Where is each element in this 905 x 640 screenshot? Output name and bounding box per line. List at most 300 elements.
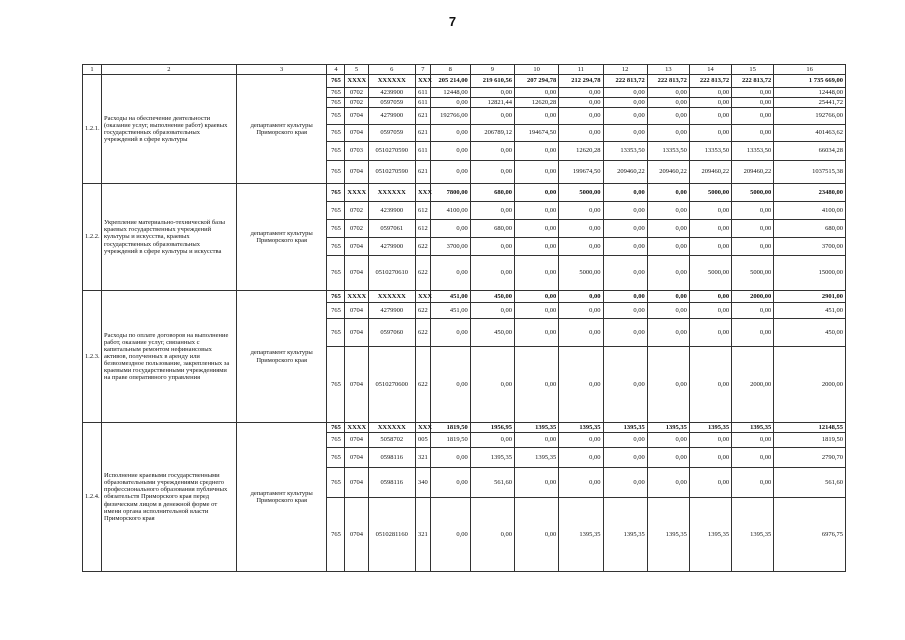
amount-cell: 0,00 <box>559 303 603 319</box>
section-executor: департамент культуры Приморского края <box>236 75 327 184</box>
code-cell: 0702 <box>345 220 368 238</box>
amount-cell: 0,00 <box>689 303 731 319</box>
code-cell: 0510281160 <box>368 498 415 572</box>
amount-cell: 450,00 <box>470 291 514 303</box>
amount-cell: 0,00 <box>470 347 514 423</box>
amount-cell: 3700,00 <box>430 238 470 256</box>
column-number: 13 <box>647 65 689 75</box>
amount-cell: 0,00 <box>603 347 647 423</box>
code-cell: 765 <box>327 433 345 448</box>
code-cell: 765 <box>327 142 345 161</box>
amount-cell: 0,00 <box>732 468 774 498</box>
amount-cell: 3700,00 <box>774 238 846 256</box>
code-cell: 321 <box>415 448 430 468</box>
amount-cell: 0,00 <box>559 238 603 256</box>
amount-cell: 0,00 <box>647 88 689 98</box>
code-cell: 765 <box>327 98 345 108</box>
amount-cell: 222 813,72 <box>732 75 774 88</box>
code-cell: 0702 <box>345 202 368 220</box>
amount-cell: 0,00 <box>603 220 647 238</box>
amount-cell: 0,00 <box>470 161 514 184</box>
amount-cell: 219 610,56 <box>470 75 514 88</box>
amount-cell: 1395,35 <box>603 498 647 572</box>
amount-cell: 0,00 <box>732 88 774 98</box>
table-body <box>83 65 846 572</box>
amount-cell: 401463,62 <box>774 125 846 142</box>
amount-cell: 15000,00 <box>774 256 846 291</box>
amount-cell: 0,00 <box>515 498 559 572</box>
section-index: 1.2.3. <box>83 291 102 423</box>
column-number: 1 <box>83 65 102 75</box>
amount-cell: 0,00 <box>470 108 514 125</box>
amount-cell: 12148,55 <box>774 423 846 433</box>
amount-cell: 561,60 <box>470 468 514 498</box>
amount-cell: 0,00 <box>430 347 470 423</box>
amount-cell: 0,00 <box>559 319 603 347</box>
amount-cell: 0,00 <box>559 88 603 98</box>
amount-cell: 0,00 <box>559 220 603 238</box>
amount-cell: 0,00 <box>515 108 559 125</box>
section-total-row <box>83 291 846 303</box>
code-cell: 765 <box>327 75 345 88</box>
amount-cell: 0,00 <box>647 347 689 423</box>
amount-cell: 0,00 <box>515 202 559 220</box>
code-cell: 765 <box>327 303 345 319</box>
amount-cell: 192766,00 <box>774 108 846 125</box>
amount-cell: 0,00 <box>430 448 470 468</box>
amount-cell: 1819,50 <box>430 433 470 448</box>
amount-cell: 1395,35 <box>559 423 603 433</box>
section-total-row <box>83 423 846 433</box>
code-cell: 621 <box>415 125 430 142</box>
amount-cell: 0,00 <box>515 303 559 319</box>
amount-cell: 451,00 <box>774 303 846 319</box>
code-cell: 612 <box>415 202 430 220</box>
code-cell: XXX <box>415 75 430 88</box>
amount-cell: 0,00 <box>689 319 731 347</box>
amount-cell: 212 294,78 <box>559 75 603 88</box>
code-cell: 622 <box>415 238 430 256</box>
amount-cell: 0,00 <box>430 256 470 291</box>
code-cell: 0704 <box>345 256 368 291</box>
amount-cell: 0,00 <box>732 98 774 108</box>
column-number: 15 <box>732 65 774 75</box>
amount-cell: 0,00 <box>647 202 689 220</box>
column-number: 11 <box>559 65 603 75</box>
code-cell: 005 <box>415 433 430 448</box>
amount-cell: 0,00 <box>732 319 774 347</box>
code-cell: 765 <box>327 423 345 433</box>
code-cell: 622 <box>415 347 430 423</box>
amount-cell: 0,00 <box>515 238 559 256</box>
code-cell: XXX <box>415 423 430 433</box>
amount-cell: 0,00 <box>647 184 689 202</box>
column-number: 3 <box>236 65 327 75</box>
section-index: 1.2.4. <box>83 423 102 572</box>
amount-cell: 12620,28 <box>515 98 559 108</box>
amount-cell: 0,00 <box>647 448 689 468</box>
amount-cell: 209460,22 <box>603 161 647 184</box>
amount-cell: 0,00 <box>647 468 689 498</box>
code-cell: 0597060 <box>368 319 415 347</box>
amount-cell: 0,00 <box>689 448 731 468</box>
code-cell: 765 <box>327 498 345 572</box>
amount-cell: 0,00 <box>647 125 689 142</box>
amount-cell: 0,00 <box>515 347 559 423</box>
code-cell: XXX <box>415 184 430 202</box>
amount-cell: 1395,35 <box>515 423 559 433</box>
amount-cell: 0,00 <box>430 161 470 184</box>
amount-cell: 2901,00 <box>774 291 846 303</box>
amount-cell: 0,00 <box>559 108 603 125</box>
code-cell: 0704 <box>345 498 368 572</box>
code-cell: XXXXXX <box>368 75 415 88</box>
amount-cell: 12448,00 <box>774 88 846 98</box>
amount-cell: 5000,00 <box>732 184 774 202</box>
amount-cell: 0,00 <box>430 319 470 347</box>
column-number: 10 <box>515 65 559 75</box>
code-cell: 0704 <box>345 319 368 347</box>
amount-cell: 0,00 <box>515 468 559 498</box>
code-cell: 340 <box>415 468 430 498</box>
amount-cell: 7800,00 <box>430 184 470 202</box>
amount-cell: 0,00 <box>470 88 514 98</box>
code-cell: XXXX <box>345 75 368 88</box>
amount-cell: 0,00 <box>559 98 603 108</box>
code-cell: 321 <box>415 498 430 572</box>
amount-cell: 209460,22 <box>732 161 774 184</box>
section-index: 1.2.2. <box>83 184 102 291</box>
amount-cell: 0,00 <box>603 433 647 448</box>
amount-cell: 0,00 <box>689 88 731 98</box>
code-cell: 765 <box>327 347 345 423</box>
amount-cell: 0,00 <box>515 184 559 202</box>
amount-cell: 0,00 <box>515 161 559 184</box>
amount-cell: 0,00 <box>470 142 514 161</box>
code-cell: 765 <box>327 202 345 220</box>
amount-cell: 0,00 <box>603 125 647 142</box>
amount-cell: 5000,00 <box>689 256 731 291</box>
amount-cell: 1395,35 <box>470 448 514 468</box>
amount-cell: 0,00 <box>515 142 559 161</box>
code-cell: 0704 <box>345 125 368 142</box>
section-description: Расходы по оплате договоров на выполнение работ, оказание услуг, связанных с капитальным ремонтом нефинансовых активов, полученных в аренду или безвозмездное пользование, закрепленных за краевыми государственными учреждениями на праве оперативного управления <box>101 291 236 423</box>
amount-cell: 1395,35 <box>559 498 603 572</box>
code-cell: 0597059 <box>368 125 415 142</box>
amount-cell: 0,00 <box>470 238 514 256</box>
amount-cell: 0,00 <box>430 220 470 238</box>
amount-cell: 680,00 <box>470 220 514 238</box>
amount-cell: 1 735 669,00 <box>774 75 846 88</box>
amount-cell: 0,00 <box>732 238 774 256</box>
column-number: 4 <box>327 65 345 75</box>
amount-cell: 1395,35 <box>647 423 689 433</box>
amount-cell: 561,60 <box>774 468 846 498</box>
amount-cell: 0,00 <box>689 291 731 303</box>
amount-cell: 0,00 <box>689 220 731 238</box>
amount-cell: 450,00 <box>774 319 846 347</box>
amount-cell: 0,00 <box>559 291 603 303</box>
amount-cell: 0,00 <box>515 291 559 303</box>
column-number: 5 <box>345 65 368 75</box>
amount-cell: 0,00 <box>470 433 514 448</box>
column-number: 2 <box>101 65 236 75</box>
code-cell: 765 <box>327 125 345 142</box>
code-cell: 0704 <box>345 238 368 256</box>
code-cell: XXXXXX <box>368 291 415 303</box>
code-cell: 0597059 <box>368 98 415 108</box>
code-cell: XXXX <box>345 423 368 433</box>
amount-cell: 222 813,72 <box>603 75 647 88</box>
column-number: 9 <box>470 65 514 75</box>
code-cell: 765 <box>327 448 345 468</box>
amount-cell: 0,00 <box>559 125 603 142</box>
code-cell: XXXX <box>345 291 368 303</box>
budget-table <box>82 64 846 572</box>
amount-cell: 0,00 <box>515 88 559 98</box>
section-total-row <box>83 75 846 88</box>
amount-cell: 0,00 <box>603 303 647 319</box>
amount-cell: 0,00 <box>732 125 774 142</box>
section-executor: департамент культуры Приморского края <box>236 291 327 423</box>
amount-cell: 0,00 <box>603 448 647 468</box>
code-cell: XXXXXX <box>368 184 415 202</box>
amount-cell: 1819,50 <box>430 423 470 433</box>
code-cell: 0510270600 <box>368 347 415 423</box>
amount-cell: 0,00 <box>689 125 731 142</box>
code-cell: 0510270610 <box>368 256 415 291</box>
amount-cell: 0,00 <box>732 448 774 468</box>
amount-cell: 4100,00 <box>774 202 846 220</box>
amount-cell: 1395,35 <box>732 498 774 572</box>
amount-cell: 5000,00 <box>559 184 603 202</box>
amount-cell: 451,00 <box>430 303 470 319</box>
amount-cell: 0,00 <box>647 433 689 448</box>
amount-cell: 0,00 <box>647 303 689 319</box>
amount-cell: 451,00 <box>430 291 470 303</box>
section-executor: департамент культуры Приморского края <box>236 184 327 291</box>
code-cell: 0510270590 <box>368 142 415 161</box>
code-cell: 765 <box>327 108 345 125</box>
code-cell: 0702 <box>345 88 368 98</box>
code-cell: 765 <box>327 184 345 202</box>
code-cell: 611 <box>415 98 430 108</box>
amount-cell: 1395,35 <box>689 423 731 433</box>
code-cell: 5058702 <box>368 433 415 448</box>
amount-cell: 450,00 <box>470 319 514 347</box>
amount-cell: 0,00 <box>430 142 470 161</box>
section-description: Расходы на обеспечение деятельности (оказание услуг, выполнение работ) краевых государственных образовательных учреждений в сфере культуры <box>101 75 236 184</box>
code-cell: 622 <box>415 303 430 319</box>
code-cell: 0704 <box>345 161 368 184</box>
amount-cell: 0,00 <box>470 256 514 291</box>
amount-cell: 13353,50 <box>603 142 647 161</box>
page-number: 7 <box>448 14 457 29</box>
amount-cell: 0,00 <box>732 220 774 238</box>
code-cell: 0703 <box>345 142 368 161</box>
column-number: 12 <box>603 65 647 75</box>
section-index: 1.2.1. <box>83 75 102 184</box>
amount-cell: 5000,00 <box>732 256 774 291</box>
amount-cell: 5000,00 <box>559 256 603 291</box>
amount-cell: 2000,00 <box>732 291 774 303</box>
code-cell: 765 <box>327 256 345 291</box>
code-cell: 621 <box>415 161 430 184</box>
code-cell: 0704 <box>345 347 368 423</box>
amount-cell: 0,00 <box>689 202 731 220</box>
amount-cell: 0,00 <box>430 125 470 142</box>
code-cell: 611 <box>415 88 430 98</box>
amount-cell: 0,00 <box>647 108 689 125</box>
code-cell: 4279900 <box>368 108 415 125</box>
code-cell: 4239900 <box>368 88 415 98</box>
amount-cell: 0,00 <box>603 88 647 98</box>
amount-cell: 0,00 <box>430 98 470 108</box>
amount-cell: 0,00 <box>732 303 774 319</box>
amount-cell: 0,00 <box>559 202 603 220</box>
amount-cell: 0,00 <box>732 108 774 125</box>
amount-cell: 66034,28 <box>774 142 846 161</box>
amount-cell: 0,00 <box>647 98 689 108</box>
amount-cell: 209460,22 <box>647 161 689 184</box>
code-cell: 4239900 <box>368 202 415 220</box>
amount-cell: 0,00 <box>515 319 559 347</box>
amount-cell: 12448,00 <box>430 88 470 98</box>
amount-cell: 0,00 <box>515 256 559 291</box>
code-cell: 765 <box>327 319 345 347</box>
section-total-row <box>83 184 846 202</box>
amount-cell: 0,00 <box>470 498 514 572</box>
amount-cell: 4100,00 <box>430 202 470 220</box>
amount-cell: 0,00 <box>430 498 470 572</box>
amount-cell: 0,00 <box>559 433 603 448</box>
amount-cell: 0,00 <box>515 220 559 238</box>
code-cell: 765 <box>327 220 345 238</box>
amount-cell: 680,00 <box>774 220 846 238</box>
code-cell: XXX <box>415 291 430 303</box>
code-cell: 622 <box>415 319 430 347</box>
amount-cell: 222 813,72 <box>647 75 689 88</box>
column-number: 14 <box>689 65 731 75</box>
amount-cell: 0,00 <box>470 303 514 319</box>
code-cell: 0702 <box>345 98 368 108</box>
amount-cell: 0,00 <box>689 238 731 256</box>
amount-cell: 13353,50 <box>732 142 774 161</box>
amount-cell: 0,00 <box>689 433 731 448</box>
code-cell: 765 <box>327 161 345 184</box>
amount-cell: 194674,50 <box>515 125 559 142</box>
amount-cell: 0,00 <box>515 433 559 448</box>
amount-cell: 205 214,00 <box>430 75 470 88</box>
amount-cell: 0,00 <box>430 468 470 498</box>
amount-cell: 2790,70 <box>774 448 846 468</box>
amount-cell: 5000,00 <box>689 184 731 202</box>
amount-cell: 207 294,78 <box>515 75 559 88</box>
amount-cell: 192766,00 <box>430 108 470 125</box>
amount-cell: 0,00 <box>732 202 774 220</box>
amount-cell: 0,00 <box>603 184 647 202</box>
code-cell: 0704 <box>345 303 368 319</box>
amount-cell: 0,00 <box>732 433 774 448</box>
amount-cell: 2000,00 <box>774 347 846 423</box>
code-cell: XXXX <box>345 184 368 202</box>
amount-cell: 0,00 <box>603 319 647 347</box>
amount-cell: 1395,35 <box>647 498 689 572</box>
amount-cell: 1819,50 <box>774 433 846 448</box>
amount-cell: 23480,00 <box>774 184 846 202</box>
amount-cell: 0,00 <box>647 291 689 303</box>
amount-cell: 0,00 <box>647 319 689 347</box>
column-number: 8 <box>430 65 470 75</box>
amount-cell: 0,00 <box>603 202 647 220</box>
column-number: 16 <box>774 65 846 75</box>
amount-cell: 12620,28 <box>559 142 603 161</box>
code-cell: 0704 <box>345 433 368 448</box>
amount-cell: 0,00 <box>603 256 647 291</box>
amount-cell: 199674,50 <box>559 161 603 184</box>
amount-cell: 25441,72 <box>774 98 846 108</box>
code-cell: 0704 <box>345 448 368 468</box>
amount-cell: 1956,95 <box>470 423 514 433</box>
amount-cell: 0,00 <box>689 468 731 498</box>
amount-cell: 0,00 <box>559 347 603 423</box>
amount-cell: 0,00 <box>470 202 514 220</box>
amount-cell: 0,00 <box>603 98 647 108</box>
code-cell: 612 <box>415 220 430 238</box>
amount-cell: 1037515,38 <box>774 161 846 184</box>
code-cell: 0598116 <box>368 448 415 468</box>
amount-cell: 0,00 <box>603 291 647 303</box>
section-description: Исполнение краевыми государственными образовательными учреждениями среднего профессионального образования публичных обязательств Приморского края перед физическим лицом в денежной форме от имени органа исполнительной власти Приморского края <box>101 423 236 572</box>
code-cell: 765 <box>327 468 345 498</box>
section-description: Укрепление материально-технической базы краевых государственных учреждений культуры и искусства, краевых государственных образовательных учреждений в сфере культуры и искусства <box>101 184 236 291</box>
amount-cell: 0,00 <box>647 256 689 291</box>
column-number: 7 <box>415 65 430 75</box>
code-cell: 621 <box>415 108 430 125</box>
amount-cell: 13353,50 <box>689 142 731 161</box>
amount-cell: 6976,75 <box>774 498 846 572</box>
amount-cell: 209460,22 <box>689 161 731 184</box>
code-cell: 0598116 <box>368 468 415 498</box>
amount-cell: 206789,12 <box>470 125 514 142</box>
amount-cell: 12821,44 <box>470 98 514 108</box>
code-cell: 0704 <box>345 108 368 125</box>
amount-cell: 0,00 <box>559 468 603 498</box>
amount-cell: 0,00 <box>647 220 689 238</box>
amount-cell: 0,00 <box>559 448 603 468</box>
amount-cell: 680,00 <box>470 184 514 202</box>
amount-cell: 0,00 <box>603 238 647 256</box>
amount-cell: 1395,35 <box>732 423 774 433</box>
amount-cell: 222 813,72 <box>689 75 731 88</box>
amount-cell: 0,00 <box>603 108 647 125</box>
amount-cell: 1395,35 <box>689 498 731 572</box>
amount-cell: 13353,50 <box>647 142 689 161</box>
code-cell: 0704 <box>345 468 368 498</box>
code-cell: XXXXXX <box>368 423 415 433</box>
section-executor: департамент культуры Приморского края <box>236 423 327 572</box>
amount-cell: 0,00 <box>689 347 731 423</box>
amount-cell: 1395,35 <box>515 448 559 468</box>
code-cell: 4279900 <box>368 238 415 256</box>
amount-cell: 2000,00 <box>732 347 774 423</box>
code-cell: 0510270590 <box>368 161 415 184</box>
code-cell: 765 <box>327 88 345 98</box>
code-cell: 0597061 <box>368 220 415 238</box>
amount-cell: 0,00 <box>603 468 647 498</box>
amount-cell: 0,00 <box>647 238 689 256</box>
code-cell: 4279900 <box>368 303 415 319</box>
